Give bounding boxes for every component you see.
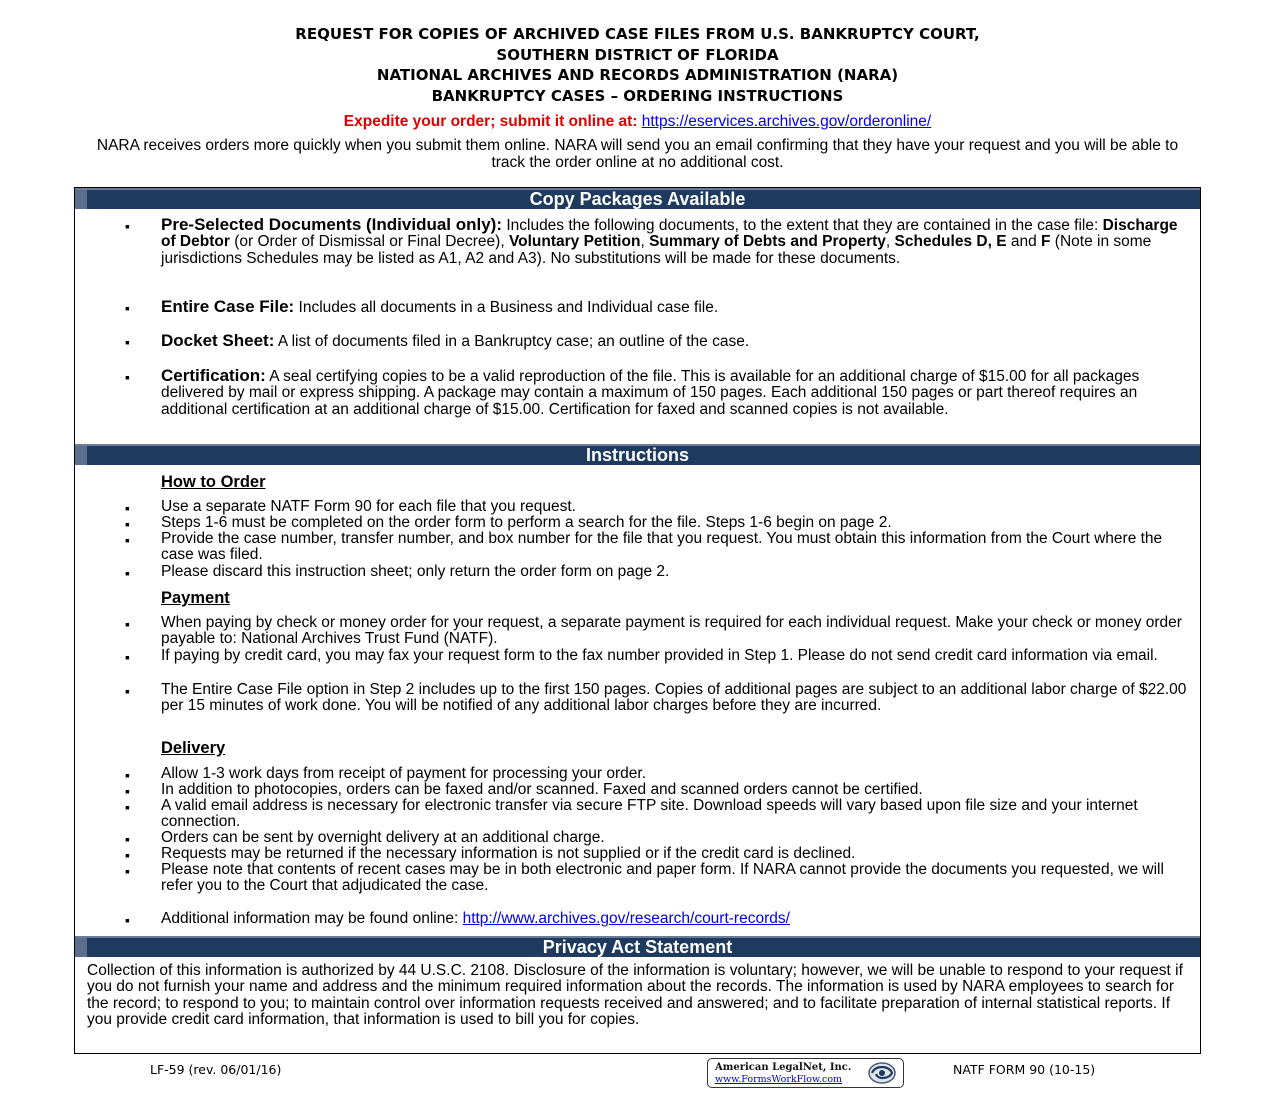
- additional-info-item: [161, 911, 1191, 927]
- bullet-icon: ▪: [125, 649, 130, 665]
- summary-of-debts: Summary of Debts and Property: [649, 233, 886, 251]
- bullet-icon: ▪: [125, 532, 130, 548]
- bullet-icon: ▪: [125, 799, 130, 815]
- order-instruction-1: Use a separate NATF Form 90 for each file that you request.: [161, 498, 576, 515]
- instructions-heading: Instructions: [585, 445, 689, 465]
- bullet-icon: ▪: [125, 847, 130, 863]
- delivery-instruction-3: A valid email address is necessary for electronic transfer via secure FTP site. Download speeds will vary based upon file size and your internet connection.: [161, 797, 1138, 831]
- bullet-icon: ▪: [125, 565, 130, 581]
- bullet-icon: ▪: [125, 863, 130, 879]
- title-line-3: NATIONAL ARCHIVES AND RECORDS ADMINISTRATION (NARA): [376, 66, 899, 84]
- bullet-icon: ▪: [125, 300, 130, 316]
- certification-item: [161, 368, 1191, 418]
- bullet-icon: ▪: [125, 218, 130, 234]
- american-legalnet-logo[interactable]: [707, 1058, 904, 1088]
- form-revision: LF-59 (rev. 06/01/16): [150, 1062, 282, 1077]
- preselected-text: ,: [885, 233, 895, 251]
- copy-packages-heading: Copy Packages Available: [529, 189, 746, 209]
- form-number: NATF FORM 90 (10-15): [953, 1062, 1096, 1077]
- bullet-icon: ▪: [125, 831, 130, 847]
- bullet-icon: ▪: [125, 516, 130, 532]
- logo-url[interactable]: www.FormsWorkFlow.com: [715, 1074, 843, 1085]
- order-instruction-4: Please discard this instruction sheet; only return the order form on page 2.: [161, 563, 670, 580]
- schedule-f: F: [1041, 233, 1051, 251]
- payment-instruction-2: If paying by credit card, you may fax your request form to the fax number provided in Step 1. Please do not send credit card information via email.: [161, 647, 1158, 664]
- order-instruction-3: Provide the case number, transfer number, and box number for the file that you request. You must obtain this information from the Court where the case was filed.: [161, 530, 1163, 564]
- intro-paragraph: NARA receives orders more quickly when you submit them online. NARA will send you an email confirming that they have your request and you will be able to track the order online at no additional cost.: [96, 137, 1179, 171]
- bullet-icon: ▪: [125, 616, 130, 632]
- additional-info-label: Additional information may be found online:: [161, 910, 463, 927]
- instructions-bar: [75, 444, 1200, 465]
- voluntary-petition: Voluntary Petition: [508, 233, 641, 251]
- schedules-de: Schedules D, E: [894, 233, 1007, 251]
- payment-heading: Payment: [161, 589, 230, 607]
- entire-case-label: Entire Case File:: [161, 297, 295, 316]
- delivery-instruction-2: In addition to photocopies, orders can be faxed and/or scanned. Faxed and scanned orders cannot be certified.: [161, 781, 923, 798]
- bullet-icon: ▪: [125, 500, 130, 516]
- bullet-icon: ▪: [125, 783, 130, 799]
- preselected-label: Pre-Selected Documents (Individual only):: [161, 215, 503, 234]
- docket-label: Docket Sheet:: [161, 331, 275, 350]
- preselected-text: and: [1006, 233, 1042, 251]
- preselected-text: (Note in some jurisdictions Schedules may be listed as A1, A2 and A3). No substitutions will be made for these documents.: [161, 233, 1152, 267]
- privacy-heading: Privacy Act Statement: [542, 937, 733, 957]
- certification-text: A seal certifying copies to be a valid reproduction of the file. This is available for an additional charge of $15.00 for all packages delivered by mail or express shipping. A package may contain a maximum of 150 pages. Each additional 150 pages or part thereof requires an additional certification at an additional charge of $15.00. Certification for faxed and scanned copies is not available.: [161, 368, 1140, 418]
- bullet-icon: ▪: [125, 767, 130, 783]
- preselected-documents-item: [161, 217, 1191, 267]
- copy-packages-bar: [75, 188, 1200, 209]
- delivery-instruction-5: Requests may be returned if the necessary information is not supplied or if the credit card is declined.: [161, 845, 856, 862]
- order-instruction-2: Steps 1-6 must be completed on the order form to perform a search for the file. Steps 1-6 begin on page 2.: [161, 514, 892, 531]
- payment-instruction-3: The Entire Case File option in Step 2 includes up to the first 150 pages. Copies of additional pages are subject to an additional labor charge of $22.00 per 15 minutes of work done. You will be notified of any additional labor charges before they are incurred.: [161, 681, 1187, 715]
- delivery-instruction-4: Orders can be sent by overnight delivery at an additional charge.: [161, 829, 605, 846]
- bullet-icon: ▪: [125, 369, 130, 385]
- delivery-heading: Delivery: [161, 739, 226, 757]
- main-form-box: [74, 187, 1201, 1054]
- logo-company-name: American LegalNet, Inc.: [715, 1062, 852, 1073]
- entire-case-file-item: [161, 299, 1191, 316]
- docket-text: A list of documents filed in a Bankruptcy case; an outline of the case.: [274, 333, 750, 350]
- docket-sheet-item: [161, 333, 1191, 350]
- privacy-bar: [75, 936, 1200, 957]
- title-line-2: SOUTHERN DISTRICT OF FLORIDA: [496, 45, 779, 64]
- document-title: [0, 24, 1275, 106]
- delivery-instruction-6: Please note that contents of recent cases may be in both electronic and paper form. If NARA cannot provide the documents you requested, we will refer you to the Court that adjudicated the case.: [161, 861, 1164, 895]
- bullet-icon: ▪: [125, 334, 130, 350]
- title-line-4: BANKRUPTCY CASES – ORDERING INSTRUCTIONS: [431, 86, 844, 105]
- how-to-order-heading: How to Order: [161, 473, 266, 491]
- bullet-icon: ▪: [125, 683, 130, 699]
- privacy-statement: Collection of this information is authorized by 44 U.S.C. 2108. Disclosure of the information is voluntary; however, we will be unable to respond to your request if you do not furnish your name and address and the minimum required information about the records. The information is used by NARA employees to search for the record; to respond to you; to maintain control over information requests received and answered; and to facilitate preparation of internal statistical reports. If you provide credit card information, that information is used to bill you for copies.: [87, 962, 1183, 1028]
- bar-accent: [75, 446, 87, 465]
- preselected-text: Includes the following documents, to the extent that they are contained in the case file:: [502, 217, 1103, 234]
- expedite-line: [0, 113, 1275, 131]
- order-online-link[interactable]: https://eservices.archives.gov/orderonline/: [641, 113, 932, 130]
- certification-label: Certification:: [161, 366, 266, 385]
- bullet-icon: ▪: [125, 912, 130, 928]
- entire-case-text: Includes all documents in a Business and Individual case file.: [294, 299, 719, 316]
- preselected-text: ,: [640, 233, 650, 251]
- bar-accent: [75, 938, 87, 957]
- bar-accent: [75, 190, 87, 209]
- preselected-text: (or Order of Dismissal or Final Decree),: [229, 233, 509, 251]
- discharge-of-debtor: Discharge of Debtor: [161, 217, 1178, 251]
- court-records-link[interactable]: http://www.archives.gov/research/court-records/: [462, 910, 790, 927]
- delivery-instruction-1: Allow 1-3 work days from receipt of payment for processing your order.: [161, 765, 647, 782]
- swirl-logo-icon: [866, 1061, 898, 1085]
- title-line-1: REQUEST FOR COPIES OF ARCHIVED CASE FILES FROM U.S. BANKRUPTCY COURT,: [295, 25, 980, 43]
- expedite-label: Expedite your order; submit it online at:: [343, 113, 638, 130]
- payment-instruction-1: When paying by check or money order for your request, a separate payment is required for each individual request. Make your check or money order payable to: National Archives Trust Fund (NATF).: [161, 614, 1182, 648]
